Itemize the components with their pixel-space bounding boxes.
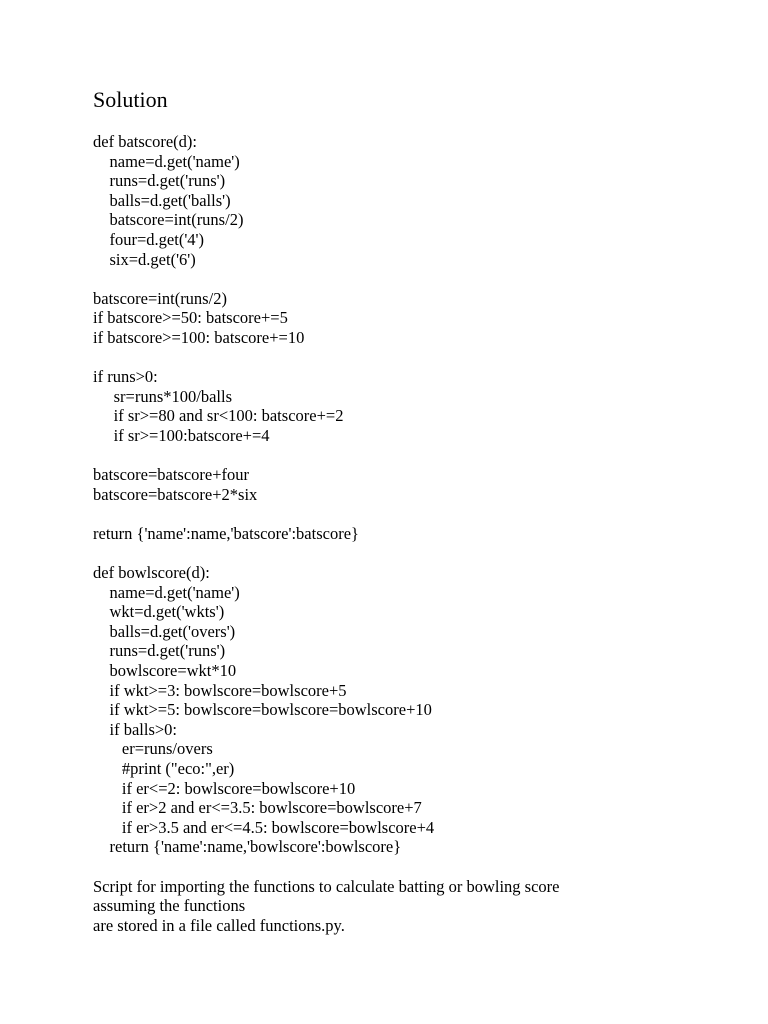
text-line: four=d.get('4'): [93, 229, 205, 249]
text-line: are stored in a file called functions.py.: [93, 915, 345, 935]
text-line: bowlscore=wkt*10: [93, 661, 237, 681]
document-body: [93, 132, 559, 935]
text-line: if er>2 and er<=3.5: bowlscore=bowlscore+7: [93, 798, 422, 818]
text-line: if wkt>=5: bowlscore=bowlscore=bowlscore+10: [93, 700, 432, 720]
blank-line: [93, 504, 559, 524]
text-line: wkt=d.get('wkts'): [93, 602, 225, 622]
text-line: Script for importing the functions to calculate batting or bowling score: [93, 876, 560, 896]
text-line: name=d.get('name'): [93, 151, 240, 171]
text-line: six=d.get('6'): [93, 249, 196, 269]
text-line: batscore=batscore+four: [93, 465, 250, 485]
blank-line: [93, 446, 559, 466]
text-line: if sr>=100:batscore+=4: [93, 425, 270, 445]
text-line: return {'name':name,'bowlscore':bowlscore}: [93, 837, 402, 857]
text-line: batscore=int(runs/2): [93, 288, 227, 308]
text-line: batscore=int(runs/2): [93, 210, 244, 230]
text-line: balls=d.get('overs'): [93, 621, 236, 641]
text-line: if batscore>=50: batscore+=5: [93, 308, 288, 328]
text-line: runs=d.get('runs'): [93, 171, 226, 191]
text-line: if sr>=80 and sr<100: batscore+=2: [93, 406, 344, 426]
page-title: Solution: [93, 87, 168, 112]
text-line: name=d.get('name'): [93, 582, 240, 602]
text-line: def batscore(d):: [93, 132, 197, 151]
text-line: assuming the functions: [93, 896, 246, 916]
text-line: er=runs/overs: [93, 739, 213, 759]
text-line: if er>3.5 and er<=4.5: bowlscore=bowlscore+4: [93, 817, 435, 837]
blank-line: [93, 857, 559, 877]
text-line: if runs>0:: [93, 367, 158, 387]
blank-line: [93, 348, 559, 368]
text-line: if wkt>=3: bowlscore=bowlscore+5: [93, 680, 347, 700]
text-line: sr=runs*100/balls: [93, 386, 233, 406]
text-line: #print ("eco:",er): [93, 759, 235, 778]
text-line: balls=d.get('balls'): [93, 190, 231, 210]
text-line: if balls>0:: [93, 719, 178, 739]
text-line: return {'name':name,'batscore':batscore}: [93, 523, 359, 543]
text-line: runs=d.get('runs'): [93, 641, 226, 661]
blank-line: [93, 269, 559, 289]
text-line: if er<=2: bowlscore=bowlscore+10: [93, 778, 356, 798]
text-line: def bowlscore(d):: [93, 563, 210, 583]
text-line: batscore=batscore+2*six: [93, 484, 258, 504]
blank-line: [93, 543, 559, 563]
text-line: if batscore>=100: batscore+=10: [93, 327, 305, 347]
